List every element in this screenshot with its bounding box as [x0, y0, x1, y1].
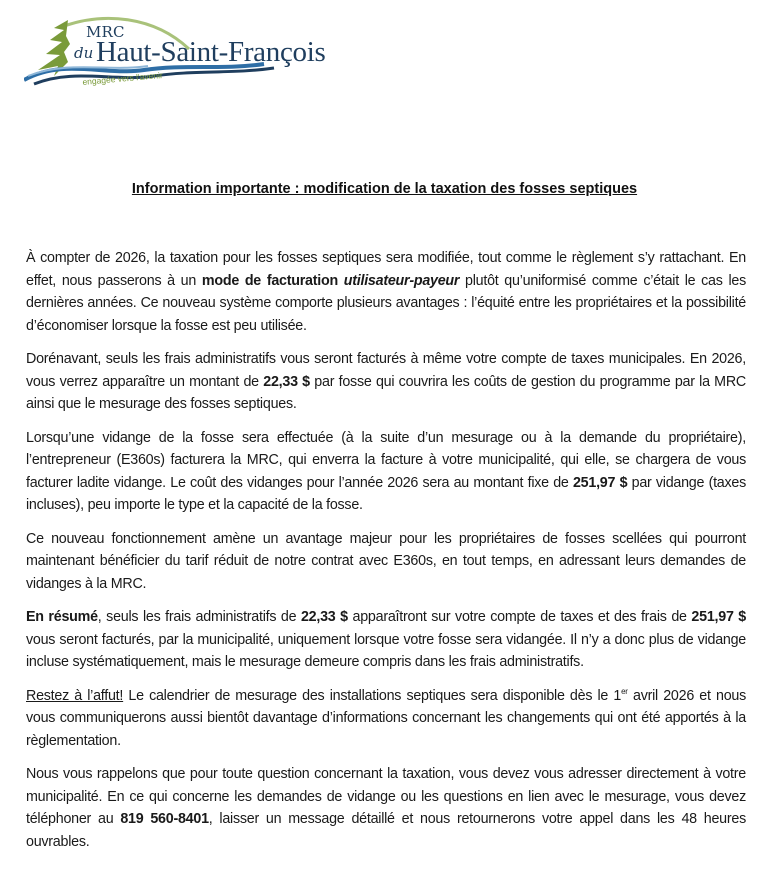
paragraph-contact: Nous vous rappelons que pour toute question concernant la taxation, vous devez vous adresser directement à votre municipalité. En ce qui concerne les demandes de vidange ou les questions en lien avec le mesurage, vous devez téléphoner au 819 560-8401, laisser un message détaillé et nous retournerons votre appel dans les 48 heures ouvrables.	[26, 766, 746, 850]
page-title: Information importante : modification de la taxation des fosses septiques	[131, 181, 638, 197]
logo-du: du	[74, 44, 94, 62]
paragraph-calendar: Restez à l’affut! Le calendrier de mesurage des installations septiques sera disponible dès le 1er avril 2026 et nous vous communiquerons aussi bientôt davantage d’informations concernant les changements qui ont été apportés à la règlementation.	[26, 686, 746, 749]
paragraph-admin-fees: Dorénavant, seuls les frais administratifs vous seront facturés à même votre compte de taxes municipales. En 2026, vous verrez apparaître un montant de 22,33 $ par fosse qui couvrira les coûts de gestion du programme par la MRC ainsi que le mesurage des fosses septiques.	[26, 351, 746, 412]
logo-mrc: MRC	[86, 23, 125, 41]
document-body	[26, 247, 746, 864]
paragraph-vidange: Lorsqu’une vidange de la fosse sera effectuée (à la suite d’un mesurage ou à la demande du propriétaire), l’entrepreneur (E360s) facturera la MRC, qui enverra la facture à votre municipalité, qui elle, se chargera de vous facturer ladite vidange. Le coût des vidanges pour l’année 2026 sera au montant fixe de 251,97 $ par vidange (taxes incluses), peu importe le type et la capacité de la fosse.	[26, 429, 746, 513]
logo-tagline: engagée vers l'avenir	[82, 69, 164, 87]
paragraph-advantage: Ce nouveau fonctionnement amène un avantage majeur pour les propriétaires de fosses scellées qui pourront maintenant bénéficier du tarif réduit de notre contrat avec E360s, en tout temps, en adressant leurs demandes de vidanges à la MRC.	[26, 530, 746, 592]
paragraph-summary: En résumé, seuls les frais administratifs de 22,33 $ apparaîtront sur votre compte de taxes et des frais de 251,97 $ vous seront facturés, par la municipalité, uniquement lorsque votre fosse sera vidangée. Il n’y a donc plus de vidange incluse systématiquement, mais le mesurage demeure compris dans les frais administratifs.	[26, 609, 747, 670]
logo-name: Haut-Saint-François	[96, 36, 326, 68]
phone-number: 819 560-8401	[120, 811, 209, 827]
paragraph-intro: À compter de 2026, la taxation pour les fosses septiques sera modifiée, tout comme le règlement s’y rattachant. En effet, nous passerons à un mode de facturation utilisateur-payeur plutôt qu’uniformisé comme c’était le cas les dernières années. Ce nouveau système comporte plusieurs avantages : l’équité entre les propriétaires et la possibilité d’économiser lorsque la fosse est peu utilisée.	[26, 250, 746, 334]
mrc-logo	[24, 14, 326, 96]
